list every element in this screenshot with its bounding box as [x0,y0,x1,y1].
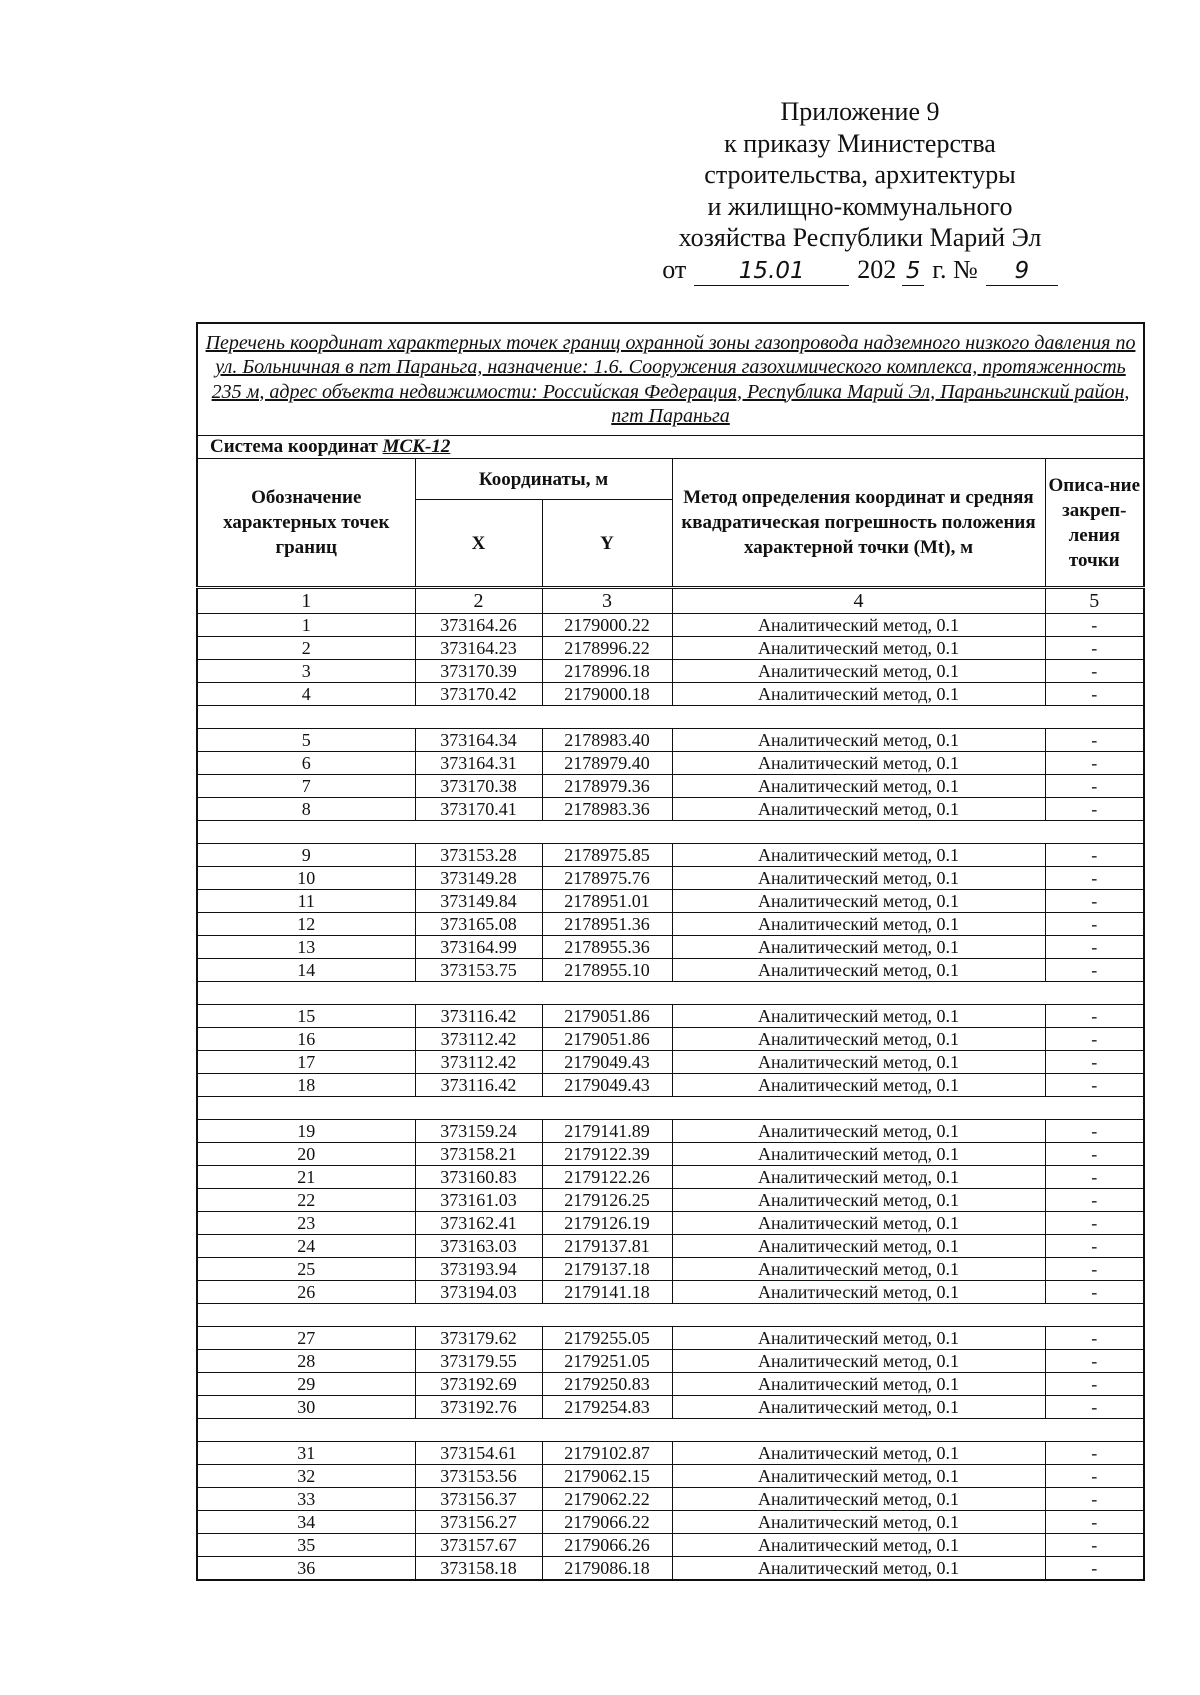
x-cell: 373149.28 [415,867,542,890]
table-row [197,1396,1144,1419]
method-cell: Аналитический метод, 0.1 [672,1212,1045,1235]
table-row [197,1258,1144,1281]
point-id-cell: 36 [197,1557,415,1581]
header-coords: Координаты, м [415,459,672,500]
point-id-cell: 20 [197,1143,415,1166]
x-cell: 373156.37 [415,1488,542,1511]
point-id-cell: 3 [197,660,415,683]
order-date-line [600,254,1120,286]
x-cell: 373158.18 [415,1557,542,1581]
y-cell: 2178951.36 [542,913,672,936]
y-cell: 2178979.40 [542,752,672,775]
group-separator-row [197,706,1144,729]
y-cell: 2179122.39 [542,1143,672,1166]
appendix-header [600,96,1120,286]
fixing-cell: - [1045,798,1144,821]
method-cell: Аналитический метод, 0.1 [672,1442,1045,1465]
date-prefix: от [662,254,687,284]
fixing-cell: - [1045,1557,1144,1581]
point-id-cell: 24 [197,1235,415,1258]
y-cell: 2178983.36 [542,798,672,821]
fixing-cell: - [1045,729,1144,752]
fixing-cell: - [1045,1166,1144,1189]
x-cell: 373157.67 [415,1534,542,1557]
point-id-cell: 19 [197,1120,415,1143]
table-row [197,1074,1144,1097]
year-prefix: 202 [857,254,897,284]
method-cell: Аналитический метод, 0.1 [672,660,1045,683]
x-cell: 373170.38 [415,775,542,798]
y-cell: 2179255.05 [542,1327,672,1350]
x-cell: 373154.61 [415,1442,542,1465]
y-cell: 2179122.26 [542,1166,672,1189]
point-id-cell: 30 [197,1396,415,1419]
method-cell: Аналитический метод, 0.1 [672,1465,1045,1488]
table-row [197,1327,1144,1350]
fixing-cell: - [1045,890,1144,913]
point-id-cell: 15 [197,1005,415,1028]
group-separator-row [197,1097,1144,1120]
x-cell: 373116.42 [415,1074,542,1097]
table-row [197,775,1144,798]
x-cell: 373193.94 [415,1258,542,1281]
table-title: Перечень координат характерных точек границ охранной зоны газопровода надземного низкого давления по ул. Больничная в пгт Параньга, назначение: 1.6. Сооружения газохимического комплекса, протяженность 235 м, адрес объекта недвижимости: Российская Федерация, Республика Марий Эл, Параньгинский район, пгт Параньга [197,323,1144,436]
table-row [197,660,1144,683]
x-cell: 373192.69 [415,1373,542,1396]
point-id-cell: 21 [197,1166,415,1189]
separator-cell [197,821,1144,844]
coordinate-system [197,436,1144,459]
x-cell: 373162.41 [415,1212,542,1235]
table-row [197,798,1144,821]
method-cell: Аналитический метод, 0.1 [672,1557,1045,1581]
fixing-cell: - [1045,844,1144,867]
point-id-cell: 14 [197,959,415,982]
x-cell: 373164.34 [415,729,542,752]
table-row [197,1143,1144,1166]
table-row [197,729,1144,752]
fixing-cell: - [1045,775,1144,798]
y-cell: 2179102.87 [542,1442,672,1465]
method-cell: Аналитический метод, 0.1 [672,1005,1045,1028]
point-id-cell: 4 [197,683,415,706]
x-cell: 373158.21 [415,1143,542,1166]
fixing-cell: - [1045,913,1144,936]
point-id-cell: 33 [197,1488,415,1511]
method-cell: Аналитический метод, 0.1 [672,867,1045,890]
point-id-cell: 7 [197,775,415,798]
fixing-cell: - [1045,1074,1144,1097]
y-cell: 2178975.85 [542,844,672,867]
point-id-cell: 18 [197,1074,415,1097]
coordinate-system-value: МСК-12 [382,436,451,457]
y-cell: 2179066.22 [542,1511,672,1534]
table-row [197,1488,1144,1511]
method-cell: Аналитический метод, 0.1 [672,1051,1045,1074]
table-row [197,1373,1144,1396]
method-cell: Аналитический метод, 0.1 [672,729,1045,752]
x-cell: 373179.55 [415,1350,542,1373]
y-cell: 2179126.25 [542,1189,672,1212]
header-line: Приложение 9 [780,97,940,126]
method-cell: Аналитический метод, 0.1 [672,1373,1045,1396]
x-cell: 373156.27 [415,1511,542,1534]
y-cell: 2179000.18 [542,683,672,706]
table-row [197,1281,1144,1304]
method-cell: Аналитический метод, 0.1 [672,1488,1045,1511]
fixing-cell: - [1045,936,1144,959]
table-row [197,1511,1144,1534]
x-cell: 373153.75 [415,959,542,982]
fixing-cell: - [1045,683,1144,706]
x-cell: 373165.08 [415,913,542,936]
year-suffix: г. № [932,254,978,284]
fixing-cell: - [1045,1281,1144,1304]
y-cell: 2178996.22 [542,637,672,660]
fixing-cell: - [1045,1534,1144,1557]
point-id-cell: 22 [197,1189,415,1212]
method-cell: Аналитический метод, 0.1 [672,1143,1045,1166]
point-id-cell: 8 [197,798,415,821]
table-row [197,890,1144,913]
method-cell: Аналитический метод, 0.1 [672,936,1045,959]
method-cell: Аналитический метод, 0.1 [672,1350,1045,1373]
group-separator-row [197,982,1144,1005]
y-cell: 2179062.22 [542,1488,672,1511]
header-x: X [415,500,542,588]
point-id-cell: 28 [197,1350,415,1373]
x-cell: 373161.03 [415,1189,542,1212]
x-cell: 373163.03 [415,1235,542,1258]
point-id-cell: 12 [197,913,415,936]
point-id-cell: 26 [197,1281,415,1304]
point-id-cell: 34 [197,1511,415,1534]
point-id-cell: 27 [197,1327,415,1350]
x-cell: 373179.62 [415,1327,542,1350]
method-cell: Аналитический метод, 0.1 [672,1189,1045,1212]
separator-cell [197,1304,1144,1327]
method-cell: Аналитический метод, 0.1 [672,1327,1045,1350]
column-number: 3 [542,588,672,614]
y-cell: 2178979.36 [542,775,672,798]
header-line: к приказу Министерства [724,128,996,158]
point-id-cell: 13 [197,936,415,959]
header-line: хозяйства Республики Марий Эл [678,223,1042,252]
fixing-cell: - [1045,1373,1144,1396]
y-cell: 2179137.18 [542,1258,672,1281]
fixing-cell: - [1045,867,1144,890]
y-cell: 2179141.18 [542,1281,672,1304]
table-row [197,1350,1144,1373]
method-cell: Аналитический метод, 0.1 [672,890,1045,913]
fixing-cell: - [1045,1005,1144,1028]
table-row [197,1028,1144,1051]
fixing-cell: - [1045,1488,1144,1511]
fixing-cell: - [1045,1350,1144,1373]
y-cell: 2178996.18 [542,660,672,683]
header-point: Обозначение характерных точек границ [197,459,415,588]
table-row [197,844,1144,867]
table-row [197,959,1144,982]
y-cell: 2178983.40 [542,729,672,752]
y-cell: 2179126.19 [542,1212,672,1235]
method-cell: Аналитический метод, 0.1 [672,798,1045,821]
y-cell: 2178975.76 [542,867,672,890]
point-id-cell: 31 [197,1442,415,1465]
fixing-cell: - [1045,1143,1144,1166]
y-cell: 2179086.18 [542,1557,672,1581]
fixing-cell: - [1045,752,1144,775]
coordinate-system-label: Система координат [210,436,378,457]
x-cell: 373164.26 [415,614,542,637]
column-number: 4 [672,588,1045,614]
x-cell: 373164.31 [415,752,542,775]
method-cell: Аналитический метод, 0.1 [672,1235,1045,1258]
table-row [197,1166,1144,1189]
separator-cell [197,1097,1144,1120]
table-row [197,1005,1144,1028]
table-row [197,1534,1144,1557]
method-cell: Аналитический метод, 0.1 [672,1511,1045,1534]
method-cell: Аналитический метод, 0.1 [672,1074,1045,1097]
table-row [197,1212,1144,1235]
header-y: Y [542,500,672,588]
method-cell: Аналитический метод, 0.1 [672,959,1045,982]
point-id-cell: 32 [197,1465,415,1488]
fixing-cell: - [1045,1511,1144,1534]
y-cell: 2179251.05 [542,1350,672,1373]
column-number: 2 [415,588,542,614]
header-line: и жилищно-коммунального [707,191,1013,221]
group-separator-row [197,1304,1144,1327]
fixing-cell: - [1045,1120,1144,1143]
x-cell: 373149.84 [415,890,542,913]
method-cell: Аналитический метод, 0.1 [672,637,1045,660]
table-row [197,1051,1144,1074]
method-cell: Аналитический метод, 0.1 [672,1166,1045,1189]
group-separator-row [197,821,1144,844]
point-id-cell: 5 [197,729,415,752]
table-row [197,913,1144,936]
x-cell: 373170.39 [415,660,542,683]
method-cell: Аналитический метод, 0.1 [672,844,1045,867]
fixing-cell: - [1045,959,1144,982]
x-cell: 373194.03 [415,1281,542,1304]
table-row [197,936,1144,959]
fixing-cell: - [1045,614,1144,637]
method-cell: Аналитический метод, 0.1 [672,1028,1045,1051]
y-cell: 2179000.22 [542,614,672,637]
fixing-cell: - [1045,1327,1144,1350]
table-row [197,614,1144,637]
method-cell: Аналитический метод, 0.1 [672,1396,1045,1419]
table-row [197,867,1144,890]
separator-cell [197,706,1144,729]
point-id-cell: 1 [197,614,415,637]
coordinates-table [196,322,1145,1581]
handwritten-order-number: 9 [986,258,1058,286]
point-id-cell: 16 [197,1028,415,1051]
fixing-cell: - [1045,637,1144,660]
method-cell: Аналитический метод, 0.1 [672,1281,1045,1304]
handwritten-year: 5 [902,258,924,286]
point-id-cell: 23 [197,1212,415,1235]
fixing-cell: - [1045,1442,1144,1465]
y-cell: 2178951.01 [542,890,672,913]
x-cell: 373153.56 [415,1465,542,1488]
table-row [197,1120,1144,1143]
separator-cell [197,1419,1144,1442]
fixing-cell: - [1045,660,1144,683]
y-cell: 2179062.15 [542,1465,672,1488]
x-cell: 373192.76 [415,1396,542,1419]
y-cell: 2179254.83 [542,1396,672,1419]
group-separator-row [197,1419,1144,1442]
method-cell: Аналитический метод, 0.1 [672,775,1045,798]
fixing-cell: - [1045,1028,1144,1051]
x-cell: 373164.23 [415,637,542,660]
fixing-cell: - [1045,1189,1144,1212]
method-cell: Аналитический метод, 0.1 [672,614,1045,637]
point-id-cell: 25 [197,1258,415,1281]
table-row [197,683,1144,706]
y-cell: 2179049.43 [542,1051,672,1074]
y-cell: 2179066.26 [542,1534,672,1557]
y-cell: 2178955.36 [542,936,672,959]
x-cell: 373159.24 [415,1120,542,1143]
x-cell: 373170.41 [415,798,542,821]
x-cell: 373112.42 [415,1028,542,1051]
y-cell: 2179051.86 [542,1005,672,1028]
header-method: Метод определения координат и средняя квадратическая погрешность положения характерной точки (Mt), м [672,459,1045,588]
x-cell: 373170.42 [415,683,542,706]
table-row [197,637,1144,660]
column-number: 5 [1045,588,1144,614]
y-cell: 2178955.10 [542,959,672,982]
table-row [197,752,1144,775]
table-row [197,1465,1144,1488]
y-cell: 2179141.89 [542,1120,672,1143]
separator-cell [197,982,1144,1005]
x-cell: 373160.83 [415,1166,542,1189]
table-row [197,1557,1144,1581]
x-cell: 373164.99 [415,936,542,959]
fixing-cell: - [1045,1396,1144,1419]
method-cell: Аналитический метод, 0.1 [672,913,1045,936]
y-cell: 2179250.83 [542,1373,672,1396]
x-cell: 373112.42 [415,1051,542,1074]
point-id-cell: 2 [197,637,415,660]
point-id-cell: 29 [197,1373,415,1396]
column-number: 1 [197,588,415,614]
point-id-cell: 10 [197,867,415,890]
method-cell: Аналитический метод, 0.1 [672,1120,1045,1143]
method-cell: Аналитический метод, 0.1 [672,752,1045,775]
y-cell: 2179137.81 [542,1235,672,1258]
point-id-cell: 11 [197,890,415,913]
x-cell: 373116.42 [415,1005,542,1028]
method-cell: Аналитический метод, 0.1 [672,683,1045,706]
table-row [197,1442,1144,1465]
fixing-cell: - [1045,1051,1144,1074]
point-id-cell: 35 [197,1534,415,1557]
point-id-cell: 6 [197,752,415,775]
fixing-cell: - [1045,1235,1144,1258]
x-cell: 373153.28 [415,844,542,867]
fixing-cell: - [1045,1465,1144,1488]
y-cell: 2179049.43 [542,1074,672,1097]
fixing-cell: - [1045,1212,1144,1235]
point-id-cell: 17 [197,1051,415,1074]
point-id-cell: 9 [197,844,415,867]
y-cell: 2179051.86 [542,1028,672,1051]
handwritten-date: 15.01 [694,258,849,286]
method-cell: Аналитический метод, 0.1 [672,1258,1045,1281]
header-line: строительства, архитектуры [704,160,1016,189]
table-row [197,1189,1144,1212]
header-description: Описа-ние закреп-ления точки [1045,459,1144,588]
fixing-cell: - [1045,1258,1144,1281]
table-row [197,1235,1144,1258]
method-cell: Аналитический метод, 0.1 [672,1534,1045,1557]
